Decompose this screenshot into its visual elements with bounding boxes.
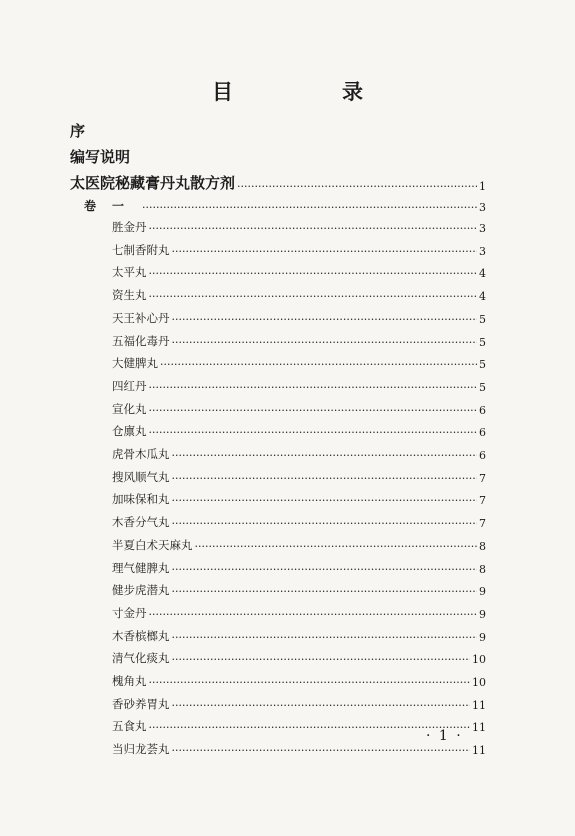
toc-entry-page: 5 bbox=[479, 335, 486, 349]
leader-dots bbox=[172, 313, 478, 326]
toc-entry-label: 大健脾丸 bbox=[112, 356, 158, 371]
toc-entry-page: 5 bbox=[479, 380, 486, 394]
leader-dots bbox=[149, 676, 471, 689]
toc-entry-label: 仓廪丸 bbox=[112, 424, 147, 439]
toc-main-section bbox=[70, 172, 486, 193]
toc-entry-page: 6 bbox=[479, 449, 486, 462]
leader-dots bbox=[149, 404, 478, 417]
toc-entry bbox=[112, 537, 486, 553]
leader-dots bbox=[172, 631, 478, 644]
toc-entry-page: 3 bbox=[479, 222, 486, 235]
toc-entry-page: 6 bbox=[479, 426, 486, 440]
toc-entry-page: 10 bbox=[472, 676, 486, 689]
toc-entry-label: 天王补心丹 bbox=[112, 310, 170, 325]
toc-entry-label: 理气健脾丸 bbox=[112, 560, 170, 575]
toc-entry-page: 10 bbox=[472, 653, 486, 667]
toc-entry-label: 寸金丹 bbox=[112, 605, 147, 620]
toc-entry-label: 四红丹 bbox=[112, 378, 147, 393]
toc-main-section-page: 1 bbox=[479, 180, 486, 193]
toc-entry-label: 太平丸 bbox=[112, 265, 147, 280]
toc-entry-label: 七制香附丸 bbox=[112, 242, 170, 257]
toc-entry-page: 6 bbox=[479, 403, 486, 417]
leader-dots bbox=[172, 585, 478, 598]
toc-entry-page: 11 bbox=[472, 721, 486, 735]
toc-entry-label: 木香分气丸 bbox=[112, 515, 170, 530]
toc-volume bbox=[84, 197, 486, 214]
toc-entry-page: 8 bbox=[479, 562, 486, 576]
leader-dots bbox=[172, 449, 478, 462]
toc-entry-page: 11 bbox=[472, 744, 486, 758]
toc-entry bbox=[112, 673, 486, 689]
toc-entry bbox=[112, 401, 486, 417]
leader-dots bbox=[149, 721, 471, 734]
leader-dots bbox=[172, 517, 478, 530]
toc-entry bbox=[112, 446, 486, 462]
toc-entry-label: 加味保和丸 bbox=[112, 492, 170, 507]
toc-entry-label: 健步虎潜丸 bbox=[112, 583, 170, 598]
toc-entry-page: 11 bbox=[472, 698, 486, 712]
toc-entry bbox=[112, 650, 486, 666]
toc-entry bbox=[112, 242, 486, 258]
leader-dots bbox=[237, 180, 477, 193]
toc-entry-label: 搜风顺气丸 bbox=[112, 469, 170, 484]
toc-entry bbox=[112, 514, 486, 530]
toc-entry-page: 9 bbox=[479, 630, 486, 644]
toc-entry-label: 宣化丸 bbox=[112, 401, 147, 416]
leader-dots bbox=[172, 653, 471, 666]
toc-entry bbox=[112, 605, 486, 621]
toc-entry-label: 香砂养胃丸 bbox=[112, 696, 170, 711]
toc-entry bbox=[112, 628, 486, 644]
toc-entry-page: 4 bbox=[479, 290, 486, 304]
leader-dots bbox=[172, 744, 471, 757]
toc-entry-label: 槐角丸 bbox=[112, 674, 147, 688]
toc-entry-page: 4 bbox=[479, 267, 486, 281]
toc-entry bbox=[112, 333, 486, 349]
leader-dots bbox=[149, 426, 478, 439]
toc-entry-page: 7 bbox=[479, 471, 486, 485]
leader-dots bbox=[142, 201, 477, 214]
leader-dots bbox=[172, 699, 471, 712]
toc-entry bbox=[112, 469, 486, 485]
leader-dots bbox=[149, 608, 478, 621]
toc-entry bbox=[112, 560, 486, 576]
toc-entry-label: 木香槟榔丸 bbox=[112, 628, 170, 643]
toc-entry bbox=[112, 582, 486, 598]
toc-entry-label: 五食丸 bbox=[112, 719, 147, 734]
toc-entry-page: 7 bbox=[479, 494, 486, 508]
leader-dots bbox=[195, 540, 478, 553]
toc-entry-label: 胜金丹 bbox=[112, 220, 147, 234]
toc-entry-label: 清气化痰丸 bbox=[112, 651, 170, 666]
toc-entry-page: 5 bbox=[479, 358, 486, 372]
leader-dots bbox=[149, 222, 478, 235]
toc-entry-label: 半夏白术天麻丸 bbox=[112, 537, 193, 552]
toc-entry-label: 资生丸 bbox=[112, 288, 147, 303]
page-title: 目 录 bbox=[212, 79, 407, 104]
toc-entry bbox=[112, 378, 486, 394]
leader-dots bbox=[172, 563, 478, 576]
toc-entry bbox=[112, 696, 486, 712]
leader-dots bbox=[149, 381, 478, 394]
toc-volume-label: 卷一 bbox=[84, 199, 141, 213]
toc-entry-label: 虎骨木瓜丸 bbox=[112, 447, 170, 461]
toc-entry-page: 7 bbox=[479, 517, 486, 531]
toc-entry-label: 五福化毒丹 bbox=[112, 333, 170, 348]
toc-volume-page: 3 bbox=[479, 201, 486, 214]
heading-preface: 序 bbox=[70, 122, 86, 140]
toc-entry bbox=[112, 491, 486, 507]
toc-entry-page: 9 bbox=[479, 607, 486, 621]
toc-entry bbox=[112, 287, 486, 303]
toc-entry bbox=[112, 264, 486, 280]
leader-dots bbox=[172, 472, 478, 485]
toc-entry bbox=[112, 423, 486, 439]
leader-dots bbox=[172, 336, 478, 349]
leader-dots bbox=[149, 290, 478, 303]
page-number: · 1 · bbox=[426, 728, 463, 744]
toc-entry-page: 8 bbox=[479, 539, 486, 553]
toc-entry bbox=[112, 310, 486, 326]
leader-dots bbox=[160, 358, 477, 371]
heading-compilation-notes: 编写说明 bbox=[70, 148, 131, 166]
toc-main-section-label: 太医院秘藏膏丹丸散方剂 bbox=[70, 174, 236, 192]
toc-entry bbox=[112, 355, 486, 371]
toc-entry bbox=[112, 219, 486, 235]
toc-entry-page: 9 bbox=[479, 585, 486, 599]
toc-entry-page: 3 bbox=[479, 244, 486, 258]
leader-dots bbox=[149, 267, 478, 280]
toc-entry-page: 5 bbox=[479, 312, 486, 326]
leader-dots bbox=[172, 494, 478, 507]
leader-dots bbox=[172, 245, 478, 258]
toc-entry-label: 当归龙荟丸 bbox=[112, 742, 170, 757]
